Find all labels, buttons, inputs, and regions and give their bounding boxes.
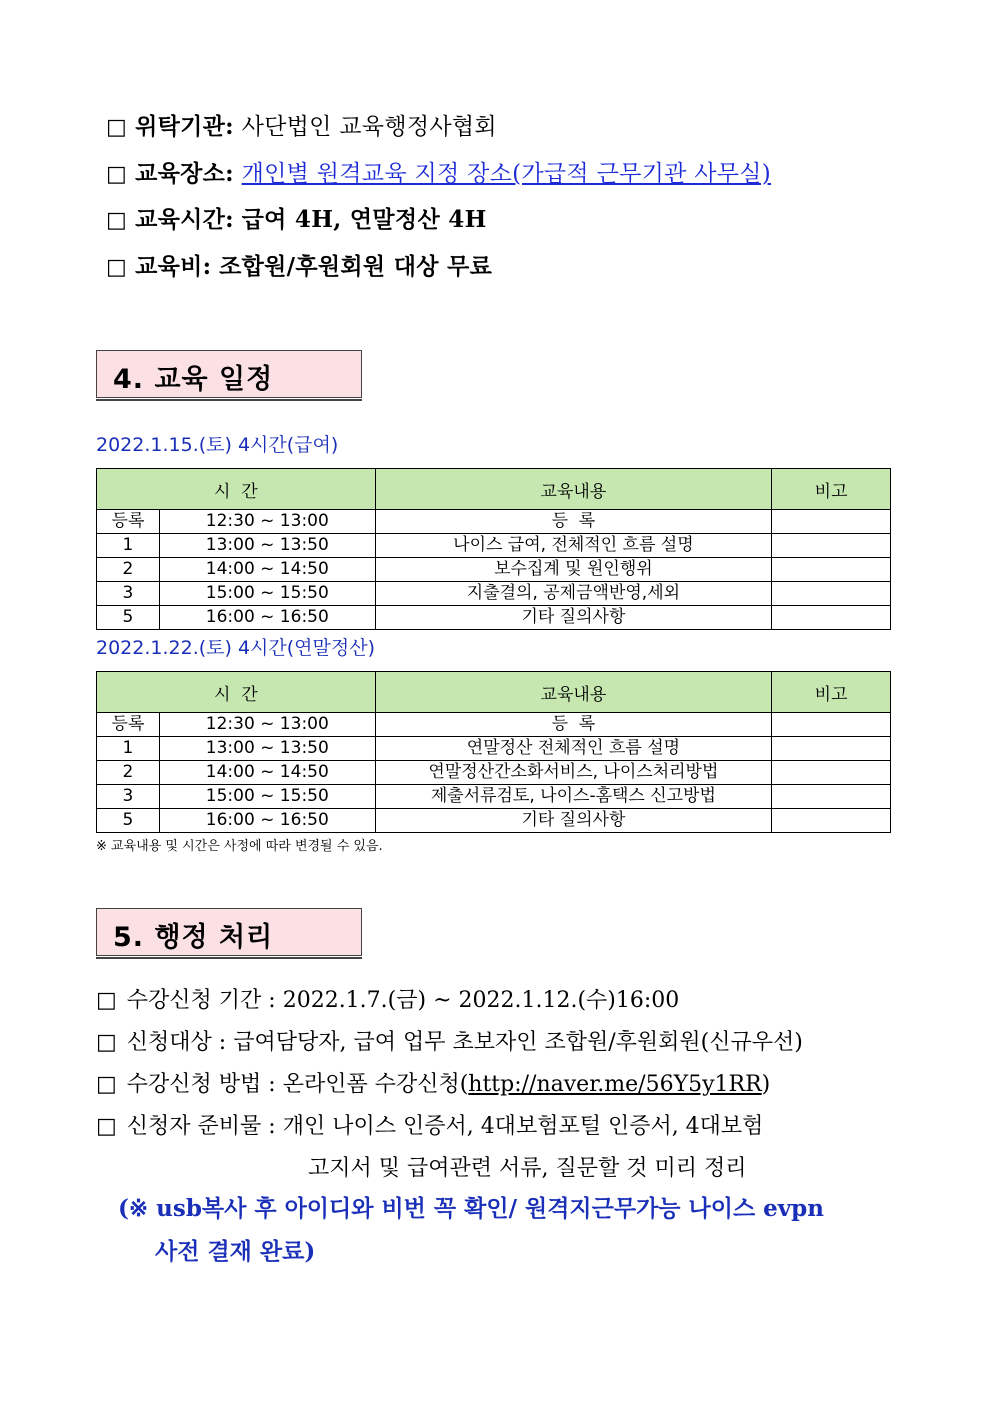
admin-period bbox=[96, 983, 679, 1014]
header-content: 교육내용 bbox=[375, 672, 771, 713]
place-value: 개인별 원격교육 지정 장소(가급적 근무기관 사무실) bbox=[241, 161, 772, 187]
prep-text-line2: 고지서 및 급여관련 서류, 질문할 것 미리 정리 bbox=[308, 1156, 747, 1181]
row-content: 등 록 bbox=[375, 510, 771, 534]
section5-header bbox=[96, 908, 362, 956]
table-header-row bbox=[97, 672, 891, 713]
schedule-note: ※ 교육내용 및 시간은 사정에 따라 변경될 수 있음. bbox=[96, 839, 383, 854]
time-value: 급여 4H, 연말정산 4H bbox=[241, 206, 487, 233]
row-content: 등 록 bbox=[375, 713, 771, 737]
row-time: 13:00 ~ 13:50 bbox=[159, 737, 375, 761]
notice-line1: (※ usb복사 후 아이디와 비번 꼭 확인/ 원격지근무가능 나이스 evpn bbox=[118, 1195, 824, 1222]
table-row bbox=[97, 737, 891, 761]
table-row bbox=[97, 606, 891, 630]
method-suffix: ) bbox=[761, 1072, 771, 1097]
table-row bbox=[97, 785, 891, 809]
row-note bbox=[772, 510, 891, 534]
row-number: 5 bbox=[97, 809, 160, 833]
notice-line2: 사전 결재 완료) bbox=[155, 1238, 316, 1265]
row-number: 2 bbox=[97, 558, 160, 582]
table-row bbox=[97, 558, 891, 582]
row-time: 14:00 ~ 14:50 bbox=[159, 761, 375, 785]
period-text: 수강신청 기간 : 2022.1.7.(금) ~ 2022.1.12.(수)16:00 bbox=[126, 988, 680, 1013]
table-row bbox=[97, 510, 891, 534]
admin-method bbox=[96, 1067, 770, 1098]
header-note: 비고 bbox=[772, 672, 891, 713]
row-content: 보수집계 및 원인행위 bbox=[375, 558, 771, 582]
row-number: 등록 bbox=[97, 510, 160, 534]
table-header-row bbox=[97, 469, 891, 510]
row-number: 5 bbox=[97, 606, 160, 630]
row-number: 1 bbox=[97, 737, 160, 761]
fee-label: 교육비: bbox=[135, 253, 212, 280]
row-number: 1 bbox=[97, 534, 160, 558]
schedule1-table bbox=[96, 468, 891, 630]
schedule1-date: 2022.1.15.(토) 4시간(급여) bbox=[96, 434, 339, 456]
table-row bbox=[97, 534, 891, 558]
row-content: 연말정산 전체적인 흐름 설명 bbox=[375, 737, 771, 761]
checkbox-square-icon: □ bbox=[96, 988, 117, 1013]
row-note bbox=[772, 761, 891, 785]
checkbox-square-icon: □ bbox=[106, 208, 128, 233]
header-time: 시 간 bbox=[97, 469, 376, 510]
place-label: 교육장소: bbox=[135, 160, 234, 187]
section5-title: 5. 행정 처리 bbox=[113, 922, 274, 953]
row-content: 지출결의, 공제금액반영,세외 bbox=[375, 582, 771, 606]
header-content: 교육내용 bbox=[375, 469, 771, 510]
signup-link[interactable]: http://naver.me/56Y5y1RR bbox=[468, 1072, 762, 1097]
row-note bbox=[772, 582, 891, 606]
schedule2-table bbox=[96, 671, 891, 833]
section4-header bbox=[96, 350, 362, 398]
row-note bbox=[772, 737, 891, 761]
info-fee bbox=[106, 248, 492, 281]
trustee-value: 사단법인 교육행정사협회 bbox=[241, 114, 497, 140]
table-row bbox=[97, 761, 891, 785]
time-label: 교육시간: bbox=[135, 206, 234, 233]
row-content: 기타 질의사항 bbox=[375, 809, 771, 833]
row-note bbox=[772, 785, 891, 809]
prep-text-line1: 신청자 준비물 : 개인 나이스 인증서, 4대보험포털 인증서, 4대보험 bbox=[126, 1114, 764, 1139]
checkbox-square-icon: □ bbox=[96, 1072, 117, 1097]
schedule2-date: 2022.1.22.(토) 4시간(연말정산) bbox=[96, 637, 375, 659]
row-content: 나이스 급여, 전체적인 흐름 설명 bbox=[375, 534, 771, 558]
info-trustee bbox=[106, 108, 497, 141]
row-note bbox=[772, 558, 891, 582]
admin-target bbox=[96, 1025, 803, 1056]
row-number: 2 bbox=[97, 761, 160, 785]
row-time: 16:00 ~ 16:50 bbox=[159, 809, 375, 833]
row-note bbox=[772, 713, 891, 737]
table-row bbox=[97, 713, 891, 737]
header-time: 시 간 bbox=[97, 672, 376, 713]
checkbox-square-icon: □ bbox=[96, 1114, 117, 1139]
admin-prep bbox=[96, 1109, 763, 1140]
row-note bbox=[772, 809, 891, 833]
row-time: 16:00 ~ 16:50 bbox=[159, 606, 375, 630]
info-time bbox=[106, 201, 487, 234]
checkbox-square-icon: □ bbox=[106, 115, 128, 140]
row-number: 3 bbox=[97, 582, 160, 606]
fee-value: 조합원/후원회원 대상 무료 bbox=[219, 253, 493, 280]
row-time: 14:00 ~ 14:50 bbox=[159, 558, 375, 582]
target-text: 신청대상 : 급여담당자, 급여 업무 초보자인 조합원/후원회원(신규우선) bbox=[126, 1030, 803, 1055]
info-place bbox=[106, 155, 771, 188]
section4-title: 4. 교육 일정 bbox=[113, 364, 274, 395]
row-content: 기타 질의사항 bbox=[375, 606, 771, 630]
trustee-label: 위탁기관: bbox=[135, 113, 234, 140]
row-time: 15:00 ~ 15:50 bbox=[159, 785, 375, 809]
header-note: 비고 bbox=[772, 469, 891, 510]
checkbox-square-icon: □ bbox=[106, 255, 128, 280]
row-content: 제출서류검토, 나이스-홈택스 신고방법 bbox=[375, 785, 771, 809]
table-row bbox=[97, 582, 891, 606]
row-number: 등록 bbox=[97, 713, 160, 737]
row-number: 3 bbox=[97, 785, 160, 809]
row-time: 15:00 ~ 15:50 bbox=[159, 582, 375, 606]
row-note bbox=[772, 534, 891, 558]
row-content: 연말정산간소화서비스, 나이스처리방법 bbox=[375, 761, 771, 785]
method-prefix: 수강신청 방법 : 온라인폼 수강신청( bbox=[126, 1072, 469, 1097]
row-time: 13:00 ~ 13:50 bbox=[159, 534, 375, 558]
table-row bbox=[97, 809, 891, 833]
row-note bbox=[772, 606, 891, 630]
checkbox-square-icon: □ bbox=[106, 162, 128, 187]
row-time: 12:30 ~ 13:00 bbox=[159, 510, 375, 534]
checkbox-square-icon: □ bbox=[96, 1030, 117, 1055]
row-time: 12:30 ~ 13:00 bbox=[159, 713, 375, 737]
